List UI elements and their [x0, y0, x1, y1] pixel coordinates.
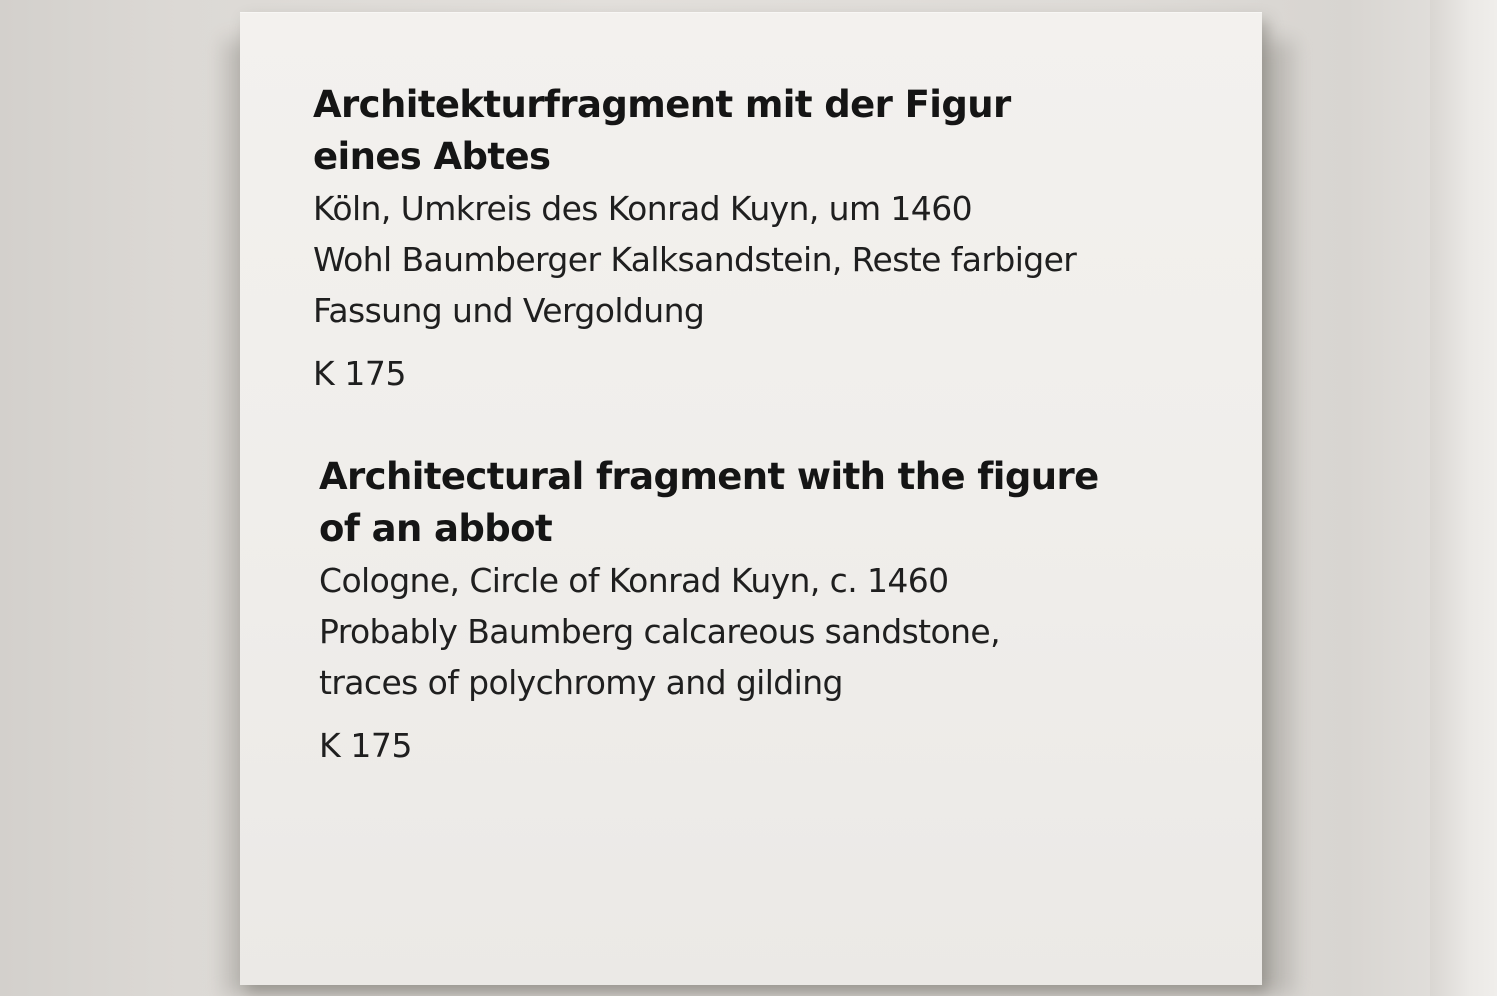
english-origin: Cologne, Circle of Konrad Kuyn, c. 1460 [319, 561, 949, 600]
wall-background-right [1430, 0, 1497, 996]
german-inventory-number: K 175 [313, 354, 407, 393]
german-material-line-1: Wohl Baumberger Kalksandstein, Reste farbiger [313, 240, 1077, 279]
english-title-line-1: Architectural fragment with the figure [319, 455, 1099, 498]
german-title-line-2: eines Abtes [313, 135, 551, 178]
museum-label-card [240, 12, 1262, 985]
english-text-block [319, 451, 1219, 771]
german-material-line-2: Fassung und Vergoldung [313, 291, 705, 330]
german-origin: Köln, Umkreis des Konrad Kuyn, um 1460 [313, 189, 972, 228]
english-inventory-number: K 175 [319, 726, 413, 765]
english-material-line-1: Probably Baumberg calcareous sandstone, [319, 612, 1000, 651]
german-text-block [313, 79, 1213, 399]
german-title-line-1: Architekturfragment mit der Figur [313, 83, 1011, 126]
english-title-line-2: of an abbot [319, 507, 553, 550]
english-material-line-2: traces of polychromy and gilding [319, 663, 843, 702]
